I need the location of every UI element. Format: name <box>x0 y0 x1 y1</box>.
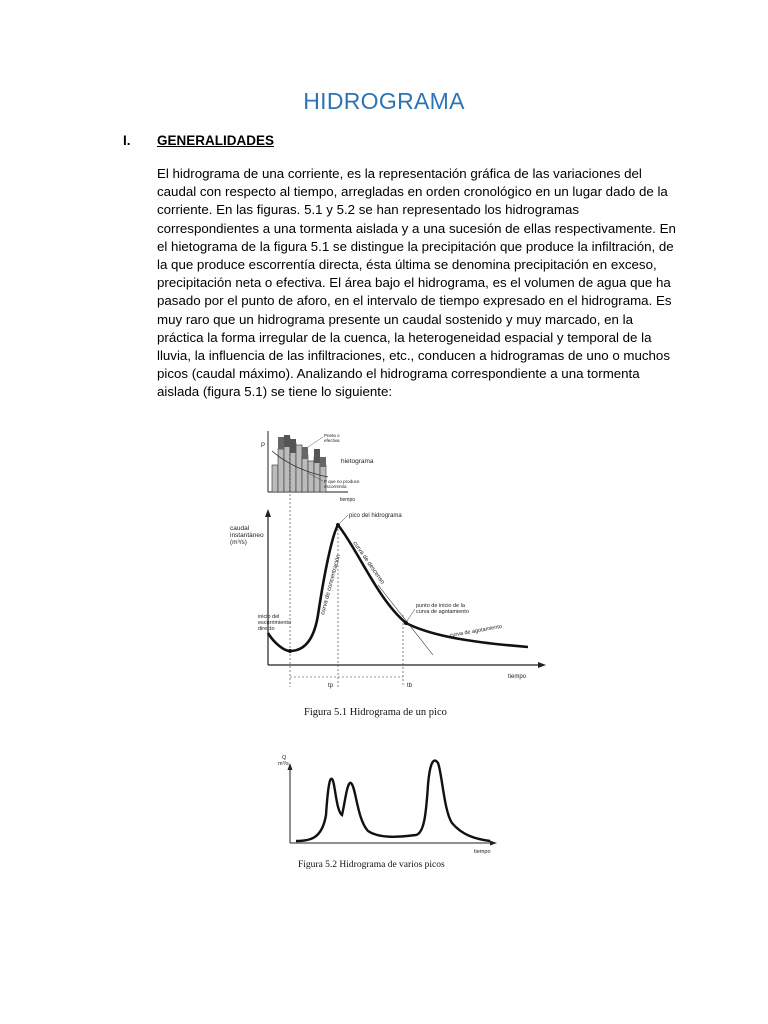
figure-5-1 <box>228 425 558 725</box>
hydrograph-ylabel: caudal instantáneo (m³/s) <box>230 525 264 546</box>
page-title: HIDROGRAMA <box>303 88 465 114</box>
peak-label: pico del hidrograma <box>349 513 402 519</box>
hyeto-xlabel: tiempo <box>340 497 356 503</box>
hyeto-label-net: Pneta o efectiva <box>324 433 340 443</box>
section-number: I. <box>123 133 131 148</box>
inflection-label: punto de inicio de la curva de agotamiento <box>416 603 469 615</box>
section-heading: GENERALIDADES <box>157 133 275 148</box>
hydrograph-xlabel: tiempo <box>508 674 527 680</box>
start-label: inicio del escurrimiento directo <box>258 614 292 632</box>
falling-label: curva de descenso <box>351 540 386 586</box>
recession-label: curva de agotamiento <box>449 623 503 639</box>
figure-5-1-caption: Figura 5.1 Hidrograma de un pico <box>304 707 447 718</box>
rising-label: curva de concentración <box>320 554 342 616</box>
figure-5-2-ylabel: Q m³/s <box>278 755 289 767</box>
body-paragraph: El hidrograma de una corriente, es la representación gráfica de las variaciones del caudal con respecto al tiempo, arregladas en orden cronológico en un lugar dado de la corriente. En las figuras. 5.1 y 5.2 se han representado los hidrogramas correspondientes a una tormenta aislada y a una sucesión de ellas respectivamente. En el hietograma de la figura 5.1 se distingue la precipitación que produce la infiltración, de la que produce escorrentía directa, ésta última se denomina precipitación en exceso, precipitación neta o efectiva. El área bajo el hidrograma, es el volumen de agua que ha pasado por el punto de aforo, en el intervalo de tiempo expresado en el hidrograma. Es muy raro que un hidrograma presente un caudal sostenido y muy marcado, en la práctica la forma irregular de la cuenca, la heterogeneidad espacial y temporal de la lluvia, la influencia de las infiltraciones, etc., conducen a hidrogramas de uno o muchos picos (caudal máximo). Analizando el hidrograma correspondiente a una tormenta aislada (figura 5.1) se tiene lo siguiente: <box>157 166 676 400</box>
figure-5-2 <box>270 745 510 880</box>
figure-5-2-caption: Figura 5.2 Hidrograma de varios picos <box>298 860 445 870</box>
hyeto-label-loss: P que no produce escorrentía <box>324 479 360 489</box>
tb-label: tb <box>407 683 413 689</box>
tp-label: tp <box>328 683 334 689</box>
figure-5-2-xlabel: tiempo <box>474 849 491 855</box>
hyeto-title: hietograma <box>341 458 374 465</box>
hyeto-axis-label: P <box>261 443 266 449</box>
